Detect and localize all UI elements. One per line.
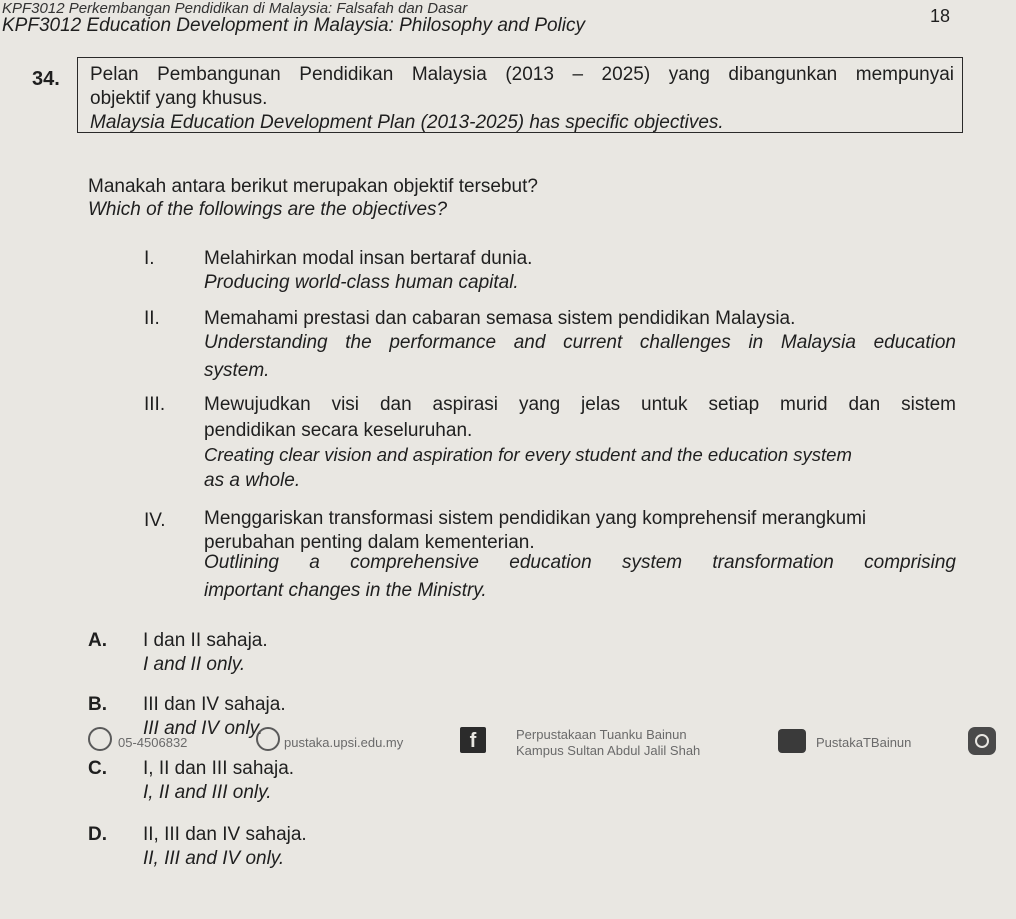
watermark-website: pustaka.upsi.edu.my [284,735,404,750]
instagram-icon [968,727,996,755]
item-english-line: Understanding the performance and current challenges in Malaysia education [204,332,956,353]
item-malay-line: Menggariskan transformasi sistem pendidikan yang komprehensif merangkumi [204,508,867,529]
statement-malay-line-1: Pelan Pembangunan Pendidikan Malaysia (2013 – 2025) yang dibangunkan mempunyai [90,64,954,85]
item-english-line: Creating clear vision and aspiration for every student and the education system [204,444,852,465]
watermark-phone: 05-4506832 [118,735,188,750]
twitter-icon [778,729,806,753]
item-numeral: II. [144,308,160,329]
item-numeral: IV. [144,510,166,531]
option-letter: B. [88,694,107,715]
watermark-library-campus: Kampus Sultan Abdul Jalil Shah [516,743,701,758]
option-english: I and II only. [143,654,246,675]
watermark-library-name: Perpustakaan Tuanku Bainun [516,727,687,742]
item-english-line: important changes in the Ministry. [204,580,487,601]
course-title-english: KPF3012 Education Development in Malaysia: Philosophy and Policy [2,15,585,36]
option-english: II, III and IV only. [143,848,285,869]
item-english-line: system. [204,360,270,381]
question-statement-box [77,57,963,133]
item-malay-line: Mewujudkan visi dan aspirasi yang jelas untuk setiap murid dan sistem [204,394,956,415]
course-title-malay: KPF3012 Perkembangan Pendidikan di Malaysia: Falsafah dan Dasar [2,0,468,17]
phone-icon [88,727,112,751]
item-malay-line: pendidikan secara keseluruhan. [204,420,473,441]
option-malay: II, III dan IV sahaja. [143,824,307,845]
facebook-icon: f [460,727,486,753]
item-english-line: Producing world-class human capital. [204,272,519,293]
item-malay-line: Memahami prestasi dan cabaran semasa sistem pendidikan Malaysia. [204,308,796,329]
question-number: 34. [32,68,60,90]
statement-english: Malaysia Education Development Plan (2013-2025) has specific objectives. [90,112,724,133]
option-letter: C. [88,758,107,779]
prompt-malay: Manakah antara berikut merupakan objektif tersebut? [88,176,538,197]
item-malay-line: Melahirkan modal insan bertaraf dunia. [204,248,533,269]
option-english: III and IV only. [143,718,264,739]
item-english-line: as a whole. [204,470,301,491]
watermark-handle: PustakaTBainun [816,735,912,750]
option-malay: I, II dan III sahaja. [143,758,295,779]
option-english: I, II and III only. [143,782,272,803]
item-malay-line: perubahan penting dalam kementerian. [204,532,535,553]
page-number: 18 [930,6,951,26]
item-english-line: Outlining a comprehensive education system transformation comprising [204,552,956,573]
statement-malay-line-2: objektif yang khusus. [90,88,268,109]
item-numeral: III. [144,394,166,415]
prompt-english: Which of the followings are the objectives? [88,199,448,220]
globe-icon [256,727,280,751]
item-numeral: I. [144,248,155,269]
option-letter: D. [88,824,107,845]
option-malay: I dan II sahaja. [143,630,268,651]
option-malay: III dan IV sahaja. [143,694,286,715]
option-letter: A. [88,630,107,651]
